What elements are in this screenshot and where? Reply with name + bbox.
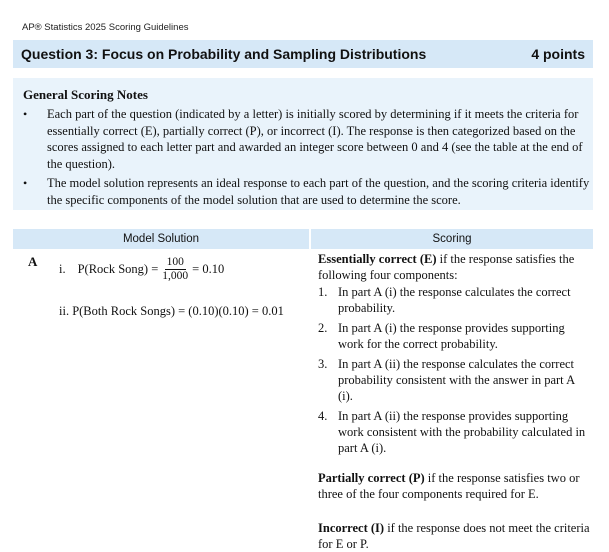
partially-correct-criteria: [318, 470, 590, 502]
solution-part-i: [59, 256, 224, 283]
item-number: 1.: [318, 285, 328, 299]
essentially-correct-label: Essentially correct (E): [318, 252, 437, 266]
notes-bullet-text: Each part of the question (indicated by a letter) is initially scored by determining if it meets the criteria for essentially correct (E), partially correct (P), or incorrect (I). The response is then categorized based on the scores assigned to each letter part and awarded an integer score between 0 and 4 (see the table at the end of the question).: [47, 107, 583, 171]
item-number: 4.: [318, 409, 328, 423]
fraction: [162, 256, 188, 283]
incorrect-text: if the response does not meet the criteria for E or P.: [318, 521, 590, 551]
item-text: In part A (ii) the response calculates the correct probability consistent with the answer in part A (i).: [338, 357, 575, 403]
notes-bullet-text: The model solution represents an ideal response to each part of the question, and the scoring criteria identify the specific components of the model solution that are used to determine the score.: [47, 176, 590, 207]
incorrect-label: Incorrect (I): [318, 521, 385, 535]
solution-part-ii: ii. P(Both Rock Songs) = (0.10)(0.10) = 0.01: [59, 304, 284, 318]
list-item: [318, 320, 590, 352]
partially-correct-label: Partially correct (P): [318, 471, 425, 485]
list-item: [318, 284, 590, 316]
item-text: In part A (ii) the response provides supporting work consistent with the probability calculated in part A (i).: [338, 409, 586, 455]
part-letter: A: [28, 254, 38, 269]
model-solution-header: Model Solution: [13, 229, 309, 249]
notes-heading: General Scoring Notes: [23, 87, 148, 102]
page-header: AP® Statistics 2025 Scoring Guidelines: [22, 22, 189, 33]
solution-i-label: i.: [59, 262, 66, 276]
question-points: 4 points: [531, 46, 585, 62]
item-text: In part A (i) the response calculates the correct probability.: [338, 285, 571, 315]
item-number: 2.: [318, 321, 328, 335]
component-list: [318, 284, 590, 460]
question-title-bar: [13, 40, 593, 68]
general-scoring-notes: [13, 78, 593, 210]
bullet-icon: •: [23, 176, 28, 190]
item-text: In part A (i) the response provides supporting work for the correct probability.: [338, 321, 565, 351]
item-number: 3.: [318, 357, 328, 371]
bullet-icon: •: [23, 107, 28, 121]
scoring-header: Scoring: [311, 229, 593, 249]
fraction-denominator: 1,000: [162, 270, 189, 282]
essentially-correct-criteria: [318, 251, 590, 283]
essentially-correct-text: if the response satisfies the following four components:: [318, 252, 575, 282]
fraction-numerator: 100: [166, 256, 184, 268]
list-item: [318, 356, 590, 404]
partially-correct-text: if the response satisfies two or three of the four components required for E.: [318, 471, 580, 501]
incorrect-criteria: [318, 520, 590, 552]
list-item: [318, 408, 590, 456]
solution-i-lhs: P(Rock Song) =: [77, 262, 159, 276]
solution-i-rhs: = 0.10: [192, 262, 225, 276]
question-title: Question 3: Focus on Probability and Sampling Distributions: [21, 46, 427, 62]
